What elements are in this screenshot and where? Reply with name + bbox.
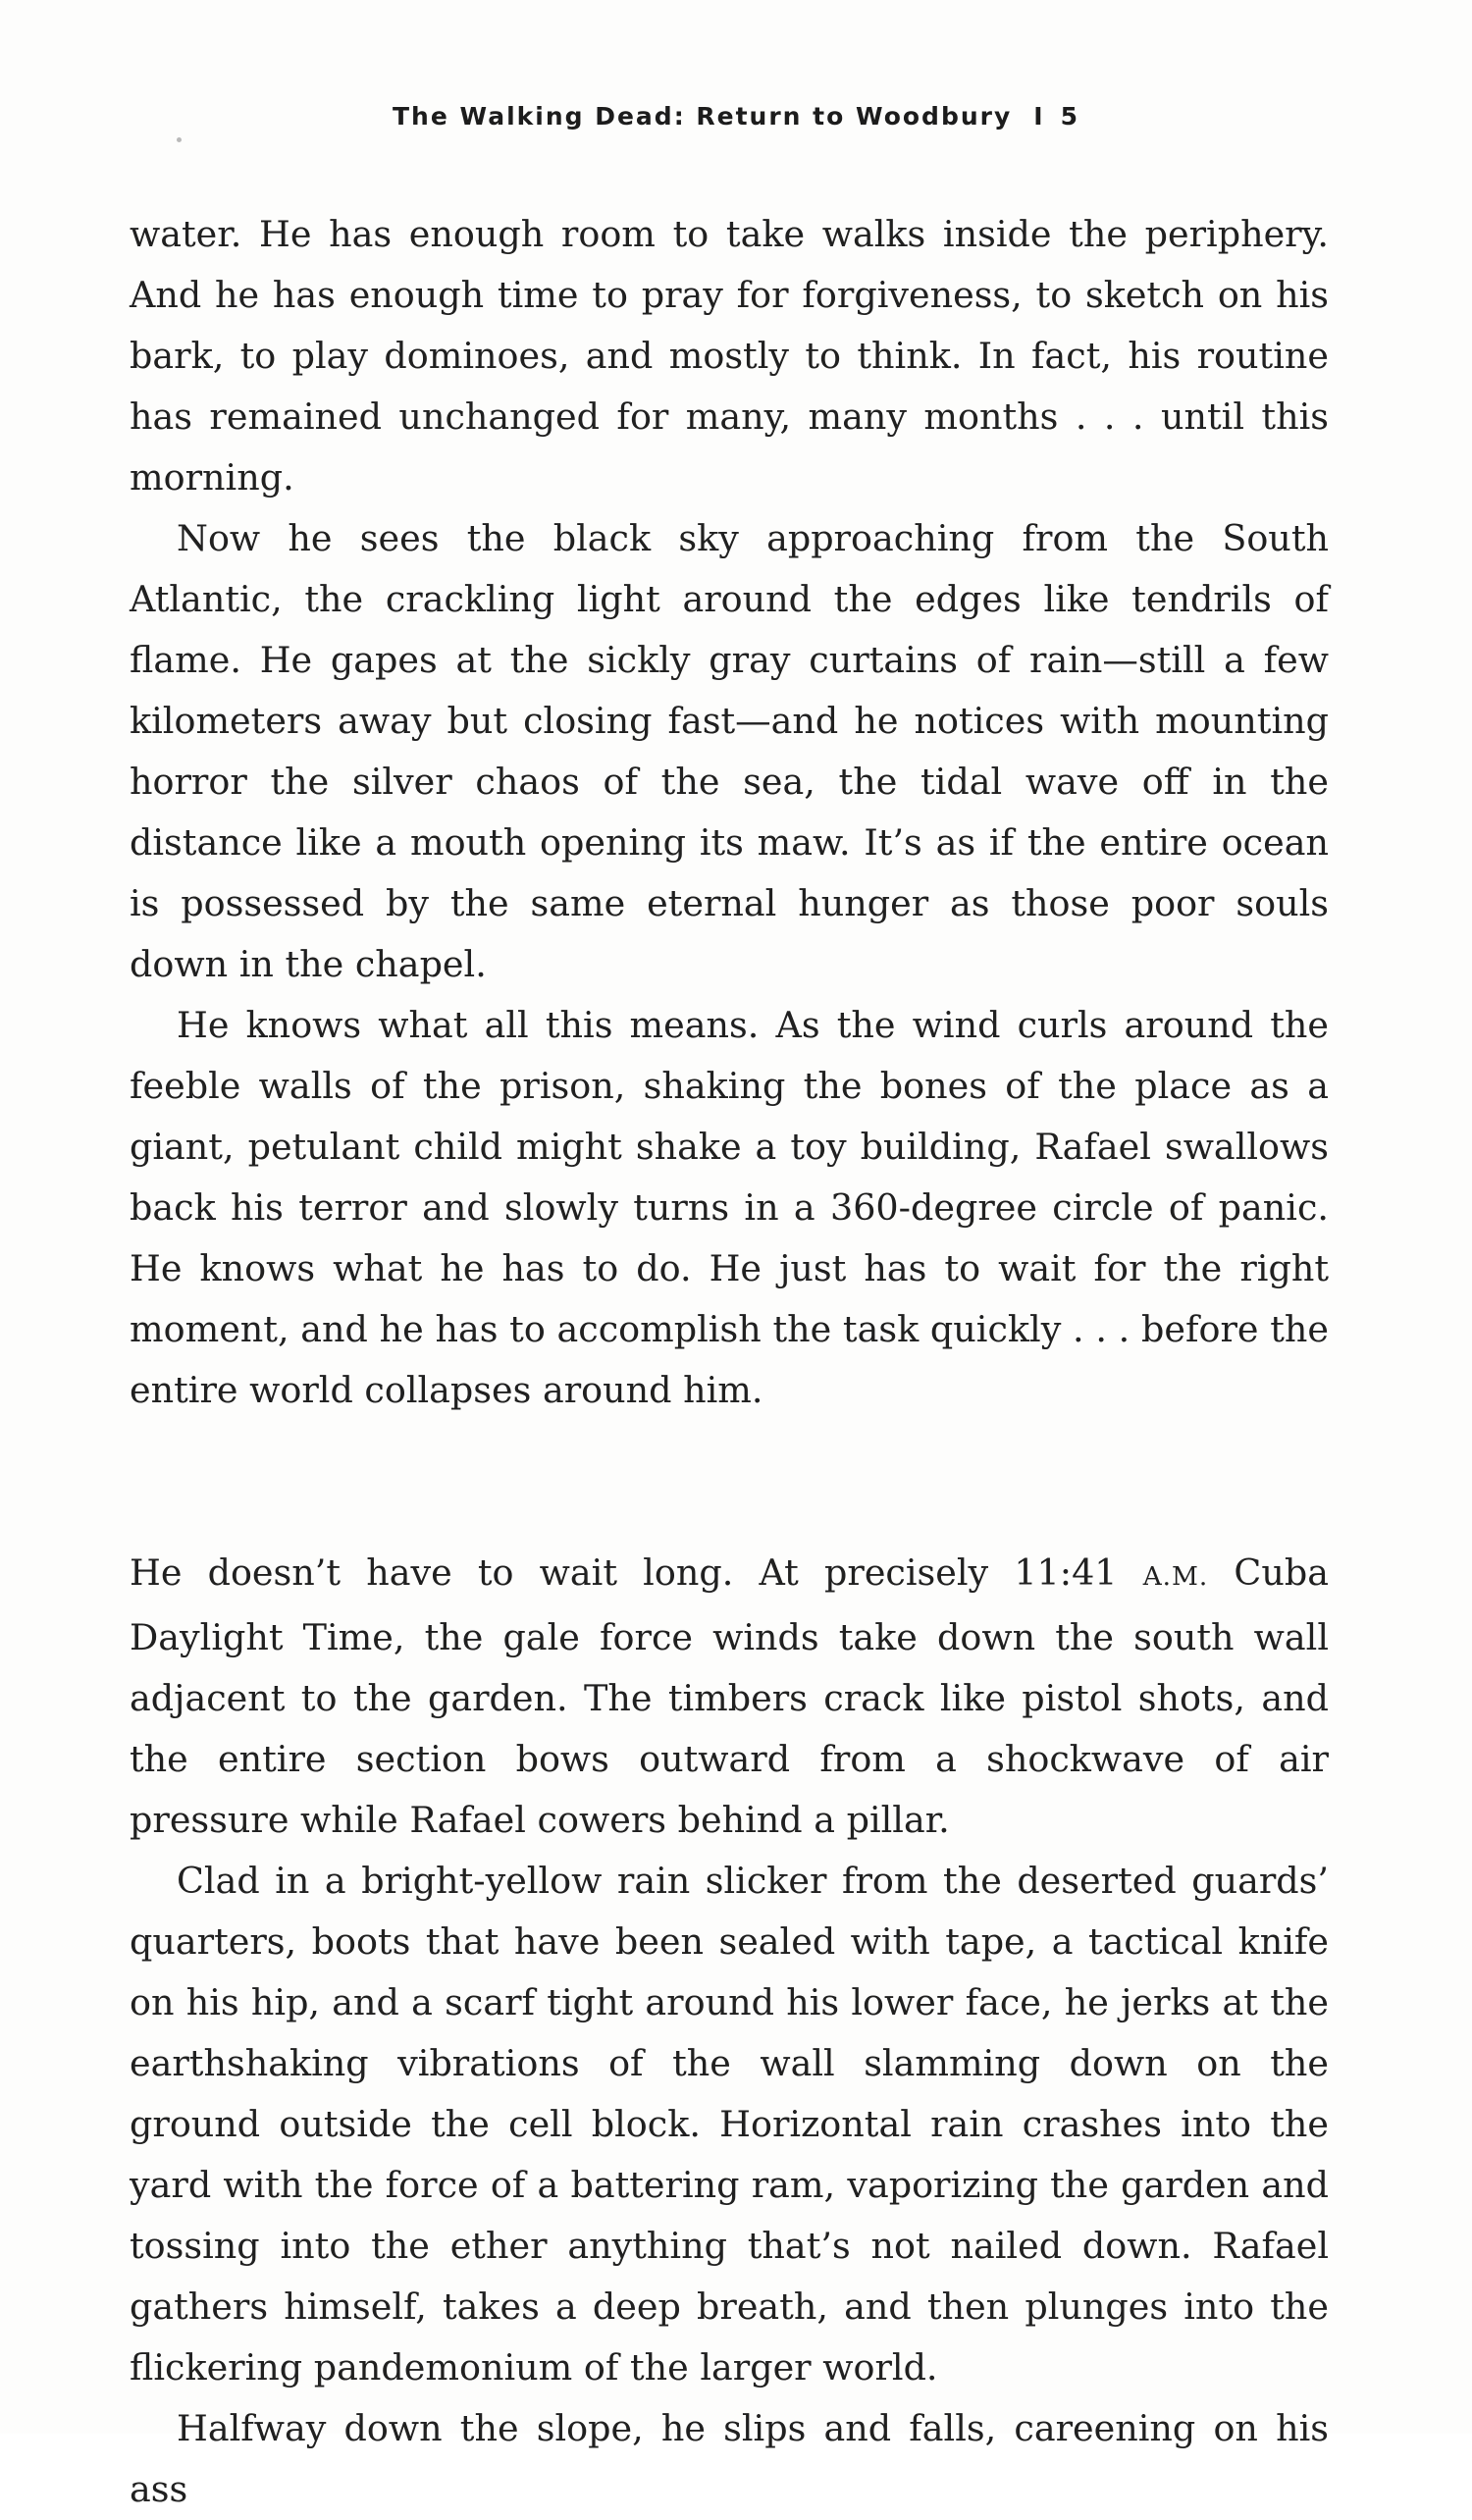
paragraph: water. He has enough room to take walks inside the periphery. And he has enough time to pray for forgiveness, to sketch on his bark, to play dominoes, and mostly to think. In fact, his routine has remained unchanged for many, many months . . . until this morning. xyxy=(130,213,1329,499)
section-break xyxy=(130,1421,1329,1543)
header-separator: I xyxy=(1033,102,1045,131)
paragraph: Clad in a bright-yellow rain slicker from the deserted guards’ quarters, boots that have been sealed with tape, a tactical knife on his hip, and a scarf tight around his lower face, he jerks at the earthshaking vibrations of the wall slamming down on the ground outside the cell block. Horizontal rain crashes into the yard with the force of a battering ram, vaporizing the garden and tossing into the ether anything that’s not nailed down. Rafael gathers himself, takes a deep breath, and then plunges into the flickering pandemonium of the larger world. xyxy=(130,1860,1329,2389)
paragraph-text: He doesn’t have to wait long. At precisely 11:41 xyxy=(130,1551,1143,1594)
paragraph: Halfway down the slope, he slips and falls, careening on his ass xyxy=(130,2407,1329,2510)
page-number: 5 xyxy=(1060,102,1079,131)
book-title: The Walking Dead: Return to Woodbury xyxy=(393,102,1013,131)
paragraph-text: Cuba Daylight Time, the gale force winds take down the south wall adjacent to the garden. The timbers crack like pistol shots, and the entire section bows outward from a shockwave of air pressure while Rafael cowers behind a pillar. xyxy=(130,1551,1329,1841)
body-text xyxy=(130,204,1329,2520)
paragraph xyxy=(130,1543,1329,1851)
paragraph: He knows what all this means. As the wind curls around the feeble walls of the prison, shaking the bones of the place as a giant, petulant child might shake a toy building, Rafael swallows back his terror and slowly turns in a 360-degree circle of panic. He knows what he has to do. He just has to wait for the right moment, and he has to accomplish the task quickly . . . before the entire world collapses around him. xyxy=(130,1004,1329,1411)
time-abbreviation: A.M. xyxy=(1142,1562,1209,1592)
scan-speck xyxy=(177,137,182,142)
paragraph: Now he sees the black sky approaching from the South Atlantic, the crackling light around the edges like tendrils of flame. He gapes at the sickly gray curtains of rain—still a few kilometers away but closing fast—and he notices with mounting horror the silver chaos of the sea, the tidal wave off in the distance like a mouth opening its maw. It’s as if the entire ocean is possessed by the same eternal hunger as those poor souls down in the chapel. xyxy=(130,517,1329,985)
running-header xyxy=(393,102,1079,131)
